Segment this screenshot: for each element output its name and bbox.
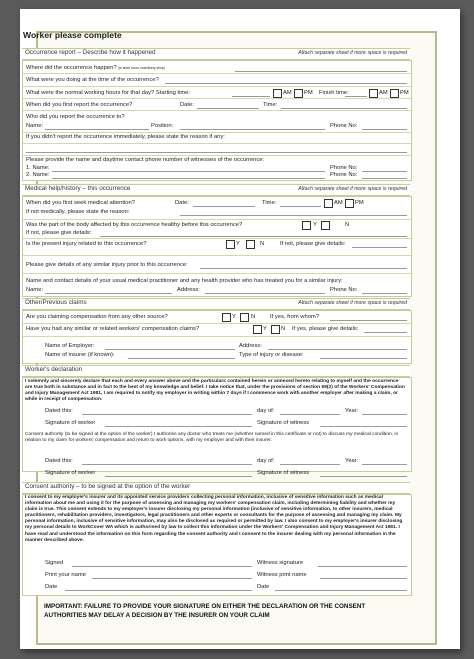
other-source-label: Are you claiming compensation from any other source? <box>26 314 168 320</box>
consent-date-field[interactable] <box>65 590 252 591</box>
witness-1-name-label: 1. Name: <box>26 165 50 171</box>
y-label: Y <box>313 222 317 228</box>
employer-address-field[interactable] <box>268 349 407 350</box>
seek-date-field[interactable] <box>193 206 255 207</box>
reported-name-label: Name: <box>26 123 44 129</box>
declaration-text: I solemnly and sincerely declare that each and every answer above and the particulars contained herein or annexed hereto relating to myself and the occurrence are true both in substance and in fact to the best of my knowledge and belief. I take notice that, under the provisions of section 59(2) of the Workers' Compensation and Injury Management Act 1981, I am required to notify my employer in writing within 7 days if I commence work with another employer after making a claim, or while in receipt of compensation. <box>25 379 405 403</box>
n-label: N <box>251 314 256 320</box>
report-time-label: Time: <box>263 102 278 108</box>
sig-witness2-field[interactable] <box>320 476 407 477</box>
type-injury-field[interactable] <box>320 358 407 359</box>
am-label: AM <box>334 200 343 206</box>
doing-label: What were you doing at the time of the occurrence? <box>26 77 159 83</box>
prior-injury-label: Please give details of any similar injury prior to this occurrence: <box>26 262 188 268</box>
witness-date-label: Date <box>257 584 270 590</box>
seek-pm-checkbox[interactable] <box>345 199 354 208</box>
claims-section-header <box>22 298 410 310</box>
consent-text: I consent to my employer's insurer and its appointed service providers collecting personal information, inclusive of sensitive information such as medical information about me and using it for the purpose of assessing and managing my workers' compensation claim, including determining liability and whether my claim is true. This consent extends to my employer's insurer disclosing my personal information (inclusive of sensitive information, to other insurers, medical practitioners, rehabilitation providers, investigators, legal practitioners and other experts or consultants for the purpose of assessing and managing my claim. My personal information, inclusive of sensitive information, may also be disclosed as required or permitted by law. I also consent to my employer's insurer disclosing my personal details to WorkCover WA which is authorised by law to collect this information under the Workers' Compensation and Injury Management Act 1981. I have read and understood the information on this form regarding the consent authority and I consent to the insurer dealing with my personal information in the manner described above. <box>25 495 403 543</box>
employer-address-label: Address: <box>239 343 262 349</box>
signed-label: Signed <box>45 560 64 566</box>
n-label: N <box>281 326 286 332</box>
not-medical-field[interactable] <box>180 215 407 216</box>
employer-field[interactable] <box>105 349 235 350</box>
witness-print-label: Witness print name <box>257 572 307 578</box>
where-label: Where did the occurrence happen? (ie store room, machinery shop) <box>26 65 165 71</box>
dated2-field[interactable] <box>82 464 252 465</box>
dated2-label: Dated this: <box>45 458 73 464</box>
sig-worker-field[interactable] <box>105 426 252 427</box>
section-heading: Other/Previous claims <box>25 299 87 306</box>
reported-position-field[interactable] <box>180 129 325 130</box>
medical-section-header <box>22 184 410 196</box>
seek-am-checkbox[interactable] <box>324 199 333 208</box>
previous-y-checkbox[interactable] <box>253 325 262 334</box>
practitioner-phone-label: Phone No: <box>330 287 358 293</box>
consent-section-header <box>22 482 410 494</box>
declaration-section-header <box>22 365 410 377</box>
day-of-label: day of: <box>257 408 275 414</box>
not-reported-field[interactable] <box>26 152 407 153</box>
prior-injury-field[interactable] <box>200 268 407 269</box>
witness-2-phone-label: Phone No: <box>330 172 358 178</box>
practitioner-name-field[interactable] <box>45 293 172 294</box>
witness-signature-field[interactable] <box>318 566 407 567</box>
start-time-field[interactable] <box>232 96 270 97</box>
other-source-y-checkbox[interactable] <box>222 313 231 322</box>
section-heading: Medical help/history – this occurrence <box>25 185 131 192</box>
reported-position-label: Position: <box>151 123 174 129</box>
day-of2-label: day of: <box>257 458 275 464</box>
seek-time-label: Time: <box>262 200 277 206</box>
finish-label: Finish time: <box>319 90 349 96</box>
consent-authority-text: Consent authority (to be signed at the option of the worker) I authorise any doctor who treats me (whether named in this certificate or not) to discuss my medical condition, in relation to my claim for workers' compensation and return to work options, with my employer and with their insurer. <box>25 432 399 444</box>
not-reported-label: If you didn't report the occurrence immediately, please state the reason if any: <box>26 134 225 140</box>
if-yes-details-label: If yes, please give details: <box>292 326 359 332</box>
section-note: Attach separate sheet if more space is required <box>298 186 407 192</box>
related-n-checkbox[interactable] <box>246 240 255 249</box>
employer-label: Name of Employer: <box>45 343 95 349</box>
body-part-y-checkbox[interactable] <box>302 221 311 230</box>
y-label: Y <box>263 326 267 332</box>
reported-name-field[interactable] <box>45 129 149 130</box>
body-part-label: Was the part of the body affected by this occurrence healthy before this occurrence? <box>26 222 243 228</box>
if-not-label: If not, please give details: <box>26 230 92 236</box>
finish-time-field[interactable] <box>345 96 367 97</box>
previous-n-checkbox[interactable] <box>271 325 280 334</box>
year-label: Year: <box>345 408 359 414</box>
insurer-field[interactable] <box>128 358 235 359</box>
consent-date-label: Date <box>45 584 58 590</box>
doing-field[interactable] <box>165 83 407 84</box>
signed-field[interactable] <box>72 566 252 567</box>
start-pm-checkbox[interactable] <box>294 89 303 98</box>
occurrence-section-header <box>22 48 410 60</box>
if-yes-whom-label: If yes, from whom? <box>270 314 319 320</box>
n-label: N <box>260 241 265 247</box>
seek-time-field[interactable] <box>280 206 321 207</box>
am-label: AM <box>283 90 292 96</box>
related-label: Is the present injury related to this occurrence? <box>26 241 147 247</box>
witnesses-label: Please provide the name and daytime contact phone number of witnesses of the occurrence: <box>26 157 265 163</box>
year2-field[interactable] <box>362 464 407 465</box>
practitioner-phone-field[interactable] <box>362 293 407 294</box>
finish-am-checkbox[interactable] <box>369 89 378 98</box>
section-note: Attach separate sheet if more space is required <box>298 300 407 306</box>
seek-date-label: Date: <box>175 200 189 206</box>
start-am-checkbox[interactable] <box>273 89 282 98</box>
witness-1-phone-field[interactable] <box>362 171 407 172</box>
insurer-label: Name of insurer (if known): <box>45 352 115 358</box>
witness-print-field[interactable] <box>320 578 407 579</box>
if-not-field[interactable] <box>100 236 407 237</box>
type-injury-label: Type of injury or disease: <box>239 352 304 358</box>
witness-signature-label: Witness signature <box>257 560 304 566</box>
witness-1-phone-label: Phone No: <box>330 165 358 171</box>
important-notice: IMPORTANT: FAILURE TO PROVIDE YOUR SIGNATURE ON EITHER THE DECLARATION OR THE CONSENT AUTHORITIES MAY DELAY A DECISION BY THE INSURER ON YOUR CLAIM <box>44 603 366 619</box>
year-field[interactable] <box>362 414 407 415</box>
other-source-n-checkbox[interactable] <box>240 313 249 322</box>
witness-2-phone-field[interactable] <box>362 178 407 179</box>
day-of-field[interactable] <box>280 414 340 415</box>
reported-phone-label: Phone No: <box>330 123 358 129</box>
practitioner-address-label: Address: <box>177 287 200 293</box>
report-time-field[interactable] <box>281 108 407 109</box>
related-y-checkbox[interactable] <box>226 240 235 249</box>
report-date-label: Date: <box>180 102 194 108</box>
sig-witness-field[interactable] <box>320 426 407 427</box>
sig-worker-label: Signature of worker <box>45 420 96 426</box>
y-label: Y <box>236 241 240 247</box>
where-field[interactable] <box>235 71 407 72</box>
section-heading: Worker's declaration <box>25 366 83 373</box>
sig-witness-label: Signature of witness <box>257 420 310 426</box>
witness-date-field[interactable] <box>275 590 407 591</box>
reported-to-label: Who did you report the occurrence to? <box>26 114 125 120</box>
sig-worker2-field[interactable] <box>105 476 252 477</box>
year2-label: Year: <box>345 458 359 464</box>
print-name-field[interactable] <box>92 578 252 579</box>
practitioner-name-label: Name: <box>26 287 44 293</box>
if-yes-details-field[interactable] <box>364 332 407 333</box>
sig-witness2-label: Signature of witness <box>257 470 310 476</box>
print-name-label: Print your name <box>45 572 86 578</box>
finish-pm-checkbox[interactable] <box>390 89 399 98</box>
reported-phone-field[interactable] <box>362 129 407 130</box>
if-not2-field[interactable] <box>352 247 407 248</box>
n-label: N <box>345 222 350 228</box>
first-report-label: When did you first report the occurrence? <box>26 102 133 108</box>
if-not2-label: If not, please give details: <box>280 241 346 247</box>
section-heading: Occurrence report – Describe how it happened <box>25 49 156 56</box>
pm-label: PM <box>400 90 409 96</box>
day-of2-field[interactable] <box>280 464 340 465</box>
pm-label: PM <box>304 90 313 96</box>
witness-2-name-label: 2. Name: <box>26 172 50 178</box>
body-part-n-checkbox[interactable] <box>321 221 330 230</box>
first-seek-label: When did you first seek medical attention? <box>26 200 135 206</box>
section-note: Attach separate sheet if more space is required <box>298 50 407 56</box>
form-title: Worker please complete <box>23 30 122 40</box>
if-yes-whom-field[interactable] <box>330 320 407 321</box>
practitioner-address-field[interactable] <box>205 293 325 294</box>
practitioner-label: Name and contact details of your usual medical practitioner and any health provider who has treated you for a similar injury: <box>26 278 343 284</box>
previous-claims-label: Have you had any similar or related workers' compensation claims? <box>26 326 200 332</box>
hours-label: What were the normal working hours for that day? Starting time: <box>26 90 190 96</box>
dated-label: Dated this: <box>45 408 73 414</box>
dated-field[interactable] <box>82 414 252 415</box>
witness-1-name-field[interactable] <box>52 171 325 172</box>
pm-label: PM <box>355 200 364 206</box>
section-heading: Consent authority – to be signed at the option of the worker <box>25 483 191 490</box>
witness-2-name-field[interactable] <box>52 178 325 179</box>
sig-worker2-label: Signature of worker <box>45 470 96 476</box>
am-label: AM <box>379 90 388 96</box>
report-date-field[interactable] <box>197 108 259 109</box>
y-label: Y <box>232 314 236 320</box>
not-medical-label: If not medically, please state the reason: <box>26 209 130 215</box>
